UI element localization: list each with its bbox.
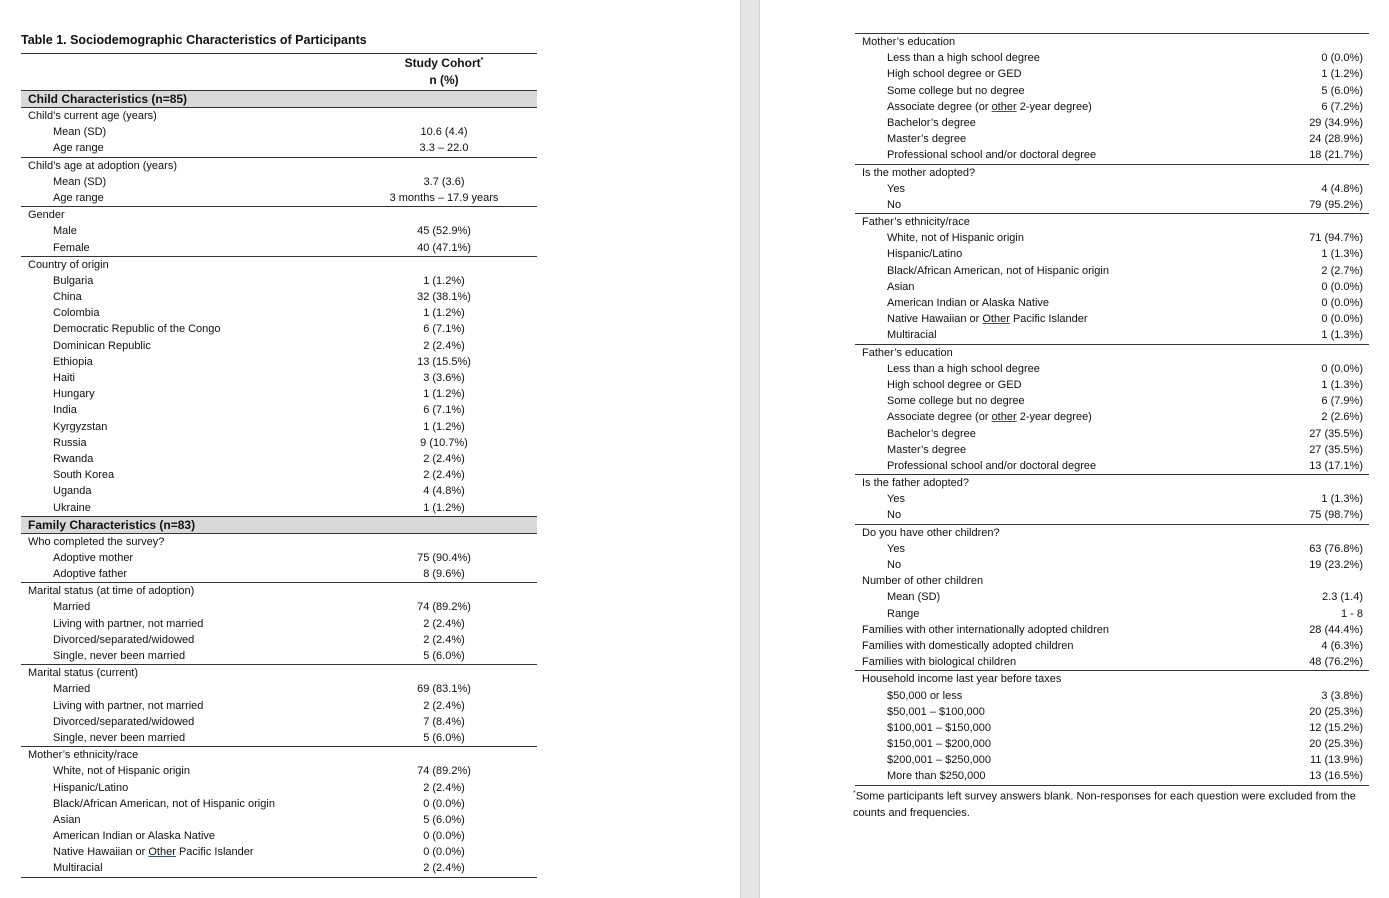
row-value: 27 (35.5%) (1309, 427, 1363, 440)
table-subrow (21, 273, 537, 289)
table-subrow (855, 752, 1369, 768)
row-label: White, not of Hispanic origin (887, 232, 1024, 245)
row-label: Male (53, 225, 77, 238)
row-value: 2.3 (1.4) (1322, 591, 1363, 604)
row-label: Female (53, 241, 90, 254)
right-rows (855, 33, 1369, 786)
table-subrow (21, 190, 537, 207)
row-value: 1 (1.3%) (1321, 329, 1363, 342)
footnote-mark: * (853, 790, 856, 797)
row-label: Master’s degree (887, 443, 967, 456)
row-label: Black/African American, not of Hispanic origin (53, 797, 275, 810)
row-label: Yes (887, 182, 905, 195)
table-subrow (21, 648, 537, 665)
table-category-row (855, 654, 1369, 671)
row-label: Adoptive father (53, 568, 127, 581)
row-label: Living with partner, not married (53, 617, 204, 630)
row-label: Kyrgyzstan (53, 420, 108, 433)
table-subrow (21, 370, 537, 386)
row-label: Child Characteristics (n=85) (28, 92, 188, 106)
row-value: 10.6 (4.4) (420, 126, 468, 139)
row-value: 0 (0.0%) (1321, 313, 1363, 326)
table-category-row (855, 671, 1369, 687)
table-subrow (21, 632, 537, 648)
row-label: Some college but no degree (887, 395, 1025, 408)
row-value: 75 (90.4%) (417, 551, 471, 564)
row-label: Married (53, 683, 91, 696)
row-value: 20 (25.3%) (1309, 705, 1363, 718)
table-subrow (855, 458, 1369, 475)
row-value: 0 (0.0%) (423, 846, 465, 859)
row-label: Marital status (current) (28, 667, 139, 680)
row-value: 28 (44.4%) (1309, 623, 1363, 636)
row-label: Is the father adopted? (862, 477, 970, 490)
row-label: Families with biological children (862, 656, 1017, 669)
row-label: Black/African American, not of Hispanic origin (887, 264, 1109, 277)
row-label: Mean (SD) (53, 126, 107, 139)
row-label: Native Hawaiian or Other Pacific Islander (887, 313, 1088, 326)
row-label: High school degree or GED (887, 378, 1022, 391)
row-label: Families with domestically adopted children (862, 639, 1074, 652)
table-subrow (855, 327, 1369, 344)
row-label: White, not of Hispanic origin (53, 765, 190, 778)
table-category-row (21, 665, 537, 681)
table-category-row (21, 207, 537, 223)
row-value: 5 (6.0%) (1321, 84, 1363, 97)
table-category-row (21, 747, 537, 763)
table-subrow (21, 763, 537, 779)
row-label: Hispanic/Latino (887, 248, 963, 261)
table-subrow (21, 338, 537, 354)
row-label: Country of origin (28, 258, 109, 271)
footnote-mark: * (480, 57, 484, 64)
row-value: 13 (17.1%) (1309, 459, 1363, 472)
row-value: 1 (1.2%) (423, 307, 465, 320)
table-category-row (21, 108, 537, 124)
table-category-row (855, 525, 1369, 541)
row-label: Multiracial (887, 329, 937, 342)
row-label: $50,001 – $100,000 (887, 705, 985, 718)
row-value: 32 (38.1%) (417, 291, 471, 304)
row-label: Native Hawaiian or Other Pacific Islander (53, 846, 254, 859)
table-subrow (855, 736, 1369, 752)
row-value: 2 (2.4%) (423, 469, 465, 482)
table-subrow (21, 223, 537, 239)
table-subrow (855, 589, 1369, 605)
table-subrow (855, 263, 1369, 279)
row-label: Yes (887, 493, 905, 506)
column-header-line2: n (%) (429, 73, 459, 87)
row-value: 0 (0.0%) (1321, 297, 1363, 309)
row-value: 1 - 8 (1340, 607, 1363, 620)
table-category-row (21, 534, 537, 550)
table-subrow (855, 720, 1369, 736)
row-label: Asian (53, 813, 81, 826)
row-value: 2 (2.7%) (1321, 264, 1363, 277)
row-label: Bachelor’s degree (887, 116, 976, 129)
row-label: More than $250,000 (887, 770, 986, 783)
row-label: China (53, 291, 82, 304)
table-subrow (855, 557, 1369, 573)
footnote-text: Some participants left survey answers blank. Non-responses for each question were excluded from the counts and frequencies. (853, 790, 1356, 819)
row-value: 69 (83.1%) (417, 683, 471, 696)
table-subrow (855, 246, 1369, 262)
document-page-right (760, 0, 1389, 898)
table-subrow (855, 279, 1369, 295)
table-subrow (21, 828, 537, 844)
table-category-row (21, 158, 537, 174)
row-value: 7 (8.4%) (423, 715, 465, 728)
row-value: 3.3 – 22.0 (419, 142, 469, 155)
row-label: Professional school and/or doctoral degree (887, 459, 1097, 472)
table-category-row (855, 573, 1369, 589)
row-label: Is the mother adopted? (862, 166, 976, 179)
row-value: 2 (2.4%) (423, 452, 465, 465)
row-value: 74 (89.2%) (417, 765, 471, 778)
row-label: Hungary (53, 388, 95, 401)
row-value: 0 (0.0%) (1321, 52, 1363, 65)
table-subrow (21, 860, 537, 877)
row-label: Haiti (53, 372, 76, 384)
row-value: 2 (2.4%) (423, 781, 465, 794)
table-subrow (855, 181, 1369, 197)
table-subrow (855, 409, 1369, 425)
table-category-row (21, 583, 537, 599)
row-label: Professional school and/or doctoral degree (887, 149, 1097, 162)
row-value: 20 (25.3%) (1309, 738, 1363, 751)
row-label: $200,001 – $250,000 (887, 754, 991, 767)
row-label: Divorced/separated/widowed (53, 715, 195, 728)
left-rows (21, 90, 537, 878)
row-value: 8 (9.6%) (423, 568, 465, 581)
row-label: Gender (28, 209, 65, 222)
table-subrow (21, 730, 537, 747)
row-label: Divorced/separated/widowed (53, 633, 195, 646)
row-value: 13 (15.5%) (417, 355, 471, 368)
row-value: 19 (23.2%) (1309, 559, 1363, 571)
table-subrow (21, 500, 537, 516)
table-subrow (855, 83, 1369, 99)
table-subrow (21, 289, 537, 305)
row-value: 0 (0.0%) (423, 830, 465, 843)
row-label: Democratic Republic of the Congo (53, 323, 221, 336)
table-subrow (21, 321, 537, 337)
table-category-row (855, 622, 1369, 638)
row-label: Associate degree (or other 2-year degree) (887, 100, 1092, 113)
table-subrow (21, 124, 537, 140)
row-value: 1 (1.3%) (1321, 378, 1363, 391)
table-subrow (21, 451, 537, 467)
row-label: Ukraine (53, 501, 91, 514)
table-category-row (855, 165, 1369, 181)
table-subrow (855, 507, 1369, 524)
table-subrow (855, 147, 1369, 164)
row-value: 0 (0.0%) (1321, 362, 1363, 375)
row-value: 74 (89.2%) (417, 601, 471, 614)
table-subrow (855, 377, 1369, 393)
table-category-row (855, 214, 1369, 230)
row-value: 11 (13.9%) (1310, 754, 1363, 767)
row-value: 2 (2.4%) (423, 862, 465, 875)
row-label: No (887, 198, 902, 211)
table-subrow (21, 467, 537, 483)
row-label: Bulgaria (53, 274, 94, 287)
row-value: 4 (6.3%) (1321, 639, 1363, 652)
row-label: Master’s degree (887, 133, 967, 146)
table-subrow (855, 426, 1369, 442)
section-header (21, 90, 537, 108)
row-label: Rwanda (53, 452, 94, 465)
table-subrow (855, 230, 1369, 246)
row-label: American Indian or Alaska Native (887, 297, 1050, 309)
table-subrow (855, 442, 1369, 458)
row-label: Less than a high school degree (887, 52, 1040, 65)
row-label: Married (53, 601, 91, 614)
table-category-row (855, 33, 1369, 50)
table-subrow (855, 688, 1369, 704)
row-label: Range (887, 607, 920, 620)
row-label: Mean (SD) (887, 591, 941, 604)
row-label: Who completed the survey? (28, 535, 165, 548)
table-subrow (855, 131, 1369, 147)
row-value: 6 (7.2%) (1321, 100, 1363, 113)
column-header-line1 (364, 56, 524, 70)
table-subrow (21, 616, 537, 632)
row-value: 24 (28.9%) (1309, 133, 1363, 146)
table-subrow (21, 483, 537, 499)
row-value: 2 (2.4%) (423, 633, 465, 646)
table-subrow (855, 606, 1369, 622)
section-header (21, 516, 537, 534)
row-label: Single, never been married (53, 731, 186, 744)
row-label: Mother’s ethnicity/race (28, 749, 139, 762)
row-label: $100,001 – $150,000 (887, 721, 991, 734)
row-label: Child’s age at adoption (years) (28, 159, 177, 172)
row-label: Multiracial (53, 862, 103, 875)
row-label: $50,000 or less (887, 689, 963, 702)
table-category-row (855, 475, 1369, 491)
row-value: 5 (6.0%) (423, 813, 465, 826)
table-subrow (21, 435, 537, 451)
table-subrow (21, 305, 537, 321)
row-label: Family Characteristics (n=83) (28, 517, 196, 532)
row-label: Age range (53, 142, 104, 155)
table-subrow (21, 402, 537, 418)
row-value: 2 (2.4%) (423, 339, 465, 352)
table-subrow (855, 197, 1369, 214)
row-label: Dominican Republic (53, 339, 151, 352)
row-label: Marital status (at time of adoption) (28, 585, 195, 598)
row-label: Colombia (53, 307, 100, 320)
table-category-row (855, 345, 1369, 361)
row-value: 12 (15.2%) (1309, 721, 1363, 734)
row-value: 1 (1.3%) (1321, 493, 1363, 506)
table-subrow (21, 354, 537, 370)
row-value: 2 (2.6%) (1321, 411, 1363, 424)
row-value: 2 (2.4%) (423, 699, 465, 712)
table-subrow (21, 386, 537, 402)
table-subrow (21, 140, 537, 157)
table-subrow (855, 768, 1369, 785)
table-subrow (855, 99, 1369, 115)
table-subrow (855, 361, 1369, 377)
row-value: 0 (0.0%) (423, 797, 465, 810)
row-value: 71 (94.7%) (1309, 232, 1363, 245)
row-label: Adoptive mother (53, 551, 134, 564)
table-title: Table 1. Sociodemographic Characteristics of Participants (21, 33, 367, 47)
row-label: Father’s ethnicity/race (862, 216, 970, 229)
row-label: Father’s education (862, 346, 953, 359)
table-subrow (855, 115, 1369, 131)
row-label: Number of other children (862, 575, 984, 588)
row-label: Do you have other children? (862, 526, 1000, 539)
row-value: 63 (76.8%) (1309, 542, 1363, 555)
row-label: No (887, 509, 902, 522)
row-value: 27 (35.5%) (1309, 443, 1363, 456)
table-subrow (855, 704, 1369, 720)
table-subrow (21, 681, 537, 697)
row-value: 79 (95.2%) (1309, 198, 1363, 211)
table-left (21, 53, 537, 878)
row-value: 6 (7.1%) (423, 323, 465, 336)
table-subrow (21, 698, 537, 714)
row-value: 1 (1.3%) (1321, 248, 1363, 261)
row-value: 1 (1.2%) (423, 501, 465, 514)
row-label: South Korea (53, 469, 115, 482)
table-subrow (21, 240, 537, 257)
row-label: No (887, 559, 902, 571)
row-label: Mean (SD) (53, 175, 107, 188)
row-label: High school degree or GED (887, 68, 1022, 81)
row-label: Less than a high school degree (887, 362, 1040, 375)
row-label: Associate degree (or other 2-year degree) (887, 411, 1092, 424)
row-value: 6 (7.9%) (1321, 395, 1363, 408)
table-subrow (855, 491, 1369, 507)
column-header (21, 53, 537, 90)
table-subrow (21, 714, 537, 730)
table-subrow (855, 66, 1369, 82)
row-label: Asian (887, 280, 915, 293)
table-subrow (855, 50, 1369, 66)
table-subrow (21, 812, 537, 828)
row-label: Yes (887, 542, 905, 555)
row-value: 1 (1.2%) (423, 388, 465, 401)
row-label: Uganda (53, 485, 92, 498)
row-label: Child’s current age (years) (28, 110, 157, 122)
row-value: 1 (1.2%) (1321, 68, 1363, 81)
table-subrow (21, 599, 537, 615)
row-value: 3 months – 17.9 years (389, 191, 499, 204)
table-subrow (855, 541, 1369, 557)
row-value: 3 (3.6%) (423, 372, 465, 384)
row-value: 29 (34.9%) (1309, 116, 1363, 129)
table-category-row (21, 257, 537, 273)
row-label: American Indian or Alaska Native (53, 830, 216, 843)
row-value: 75 (98.7%) (1309, 509, 1363, 522)
table-subrow (21, 419, 537, 435)
row-label: Living with partner, not married (53, 699, 204, 712)
table-category-row (855, 638, 1369, 654)
column-header-text: Study Cohort (404, 56, 481, 70)
row-label: Families with other internationally adopted children (862, 623, 1110, 636)
row-label: $150,001 – $200,000 (887, 738, 991, 751)
row-label: Hispanic/Latino (53, 781, 129, 794)
row-label: Mother’s education (862, 36, 956, 48)
table-subrow (855, 295, 1369, 311)
table-subrow (21, 174, 537, 190)
row-value: 9 (10.7%) (420, 436, 468, 449)
row-value: 18 (21.7%) (1309, 149, 1363, 162)
row-label: Single, never been married (53, 650, 186, 662)
row-value: 6 (7.1%) (423, 404, 465, 417)
row-label: Russia (53, 436, 87, 449)
row-label: Bachelor’s degree (887, 427, 976, 440)
page-gutter (740, 0, 760, 898)
table-subrow (855, 311, 1369, 327)
row-label: Household income last year before taxes (862, 673, 1062, 686)
table-subrow (855, 393, 1369, 409)
row-label: India (53, 404, 77, 417)
footnote (853, 786, 1373, 821)
table-subrow (21, 844, 537, 860)
row-label: Some college but no degree (887, 84, 1025, 97)
row-value: 5 (6.0%) (423, 650, 465, 662)
row-value: 3.7 (3.6) (423, 175, 465, 188)
table-subrow (21, 566, 537, 583)
row-value: 2 (2.4%) (423, 617, 465, 630)
row-value: 0 (0.0%) (1321, 280, 1363, 293)
row-value: 13 (16.5%) (1309, 770, 1363, 783)
row-value: 1 (1.2%) (423, 420, 465, 433)
table-subrow (21, 796, 537, 812)
row-value: 4 (4.8%) (1321, 182, 1363, 195)
table-subrow (21, 780, 537, 796)
row-value: 1 (1.2%) (423, 274, 465, 287)
row-label: Ethiopia (53, 355, 93, 368)
row-value: 4 (4.8%) (423, 485, 465, 498)
row-value: 48 (76.2%) (1309, 656, 1363, 669)
row-label: Age range (53, 191, 104, 204)
table-right (855, 33, 1369, 786)
table-subrow (21, 550, 537, 566)
row-value: 3 (3.8%) (1321, 689, 1363, 702)
row-value: 40 (47.1%) (417, 241, 471, 254)
row-value: 45 (52.9%) (417, 225, 471, 238)
row-value: 5 (6.0%) (423, 731, 465, 744)
